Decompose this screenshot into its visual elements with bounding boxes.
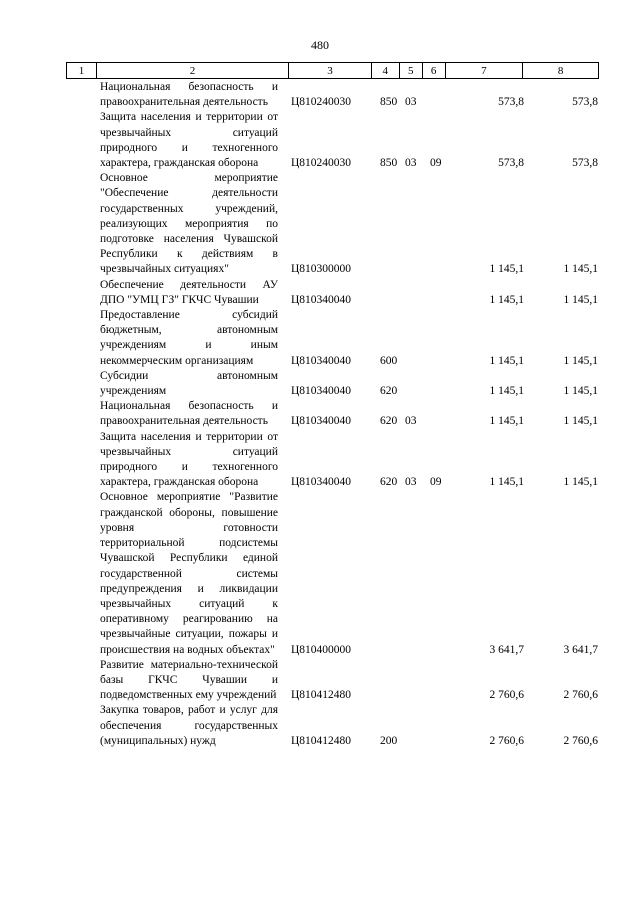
row-amount-col8: 573,8 [572, 96, 598, 109]
page-number: 480 [311, 38, 329, 52]
header-col-5: 5 [400, 63, 423, 78]
header-col-7: 7 [446, 63, 524, 78]
row-amount-col8: 1 145,1 [563, 476, 598, 489]
row-description: Защита населения и территории от чрезвычайных ситуаций природного и техногенного характера, гражданская оборона [100, 111, 278, 170]
row-amount-col7: 2 760,6 [489, 734, 524, 747]
header-col-6: 6 [423, 63, 446, 78]
table-row [0, 110, 640, 171]
row-expense-type: 850 [380, 157, 398, 170]
row-expense-type: 600 [380, 354, 398, 367]
row-subsection: 09 [430, 476, 442, 489]
row-amount-col7: 1 145,1 [489, 293, 524, 306]
row-description: Предоставление субсидий бюджетным, автономным учреждениям и иным некоммерческим организациям [100, 309, 278, 367]
row-amount-col8: 1 145,1 [563, 263, 598, 276]
header-col-4: 4 [372, 63, 400, 78]
row-target-code: Ц810340040 [291, 415, 352, 428]
row-amount-col7: 1 145,1 [489, 263, 524, 276]
row-expense-type: 620 [380, 476, 398, 489]
table-row [0, 658, 640, 704]
row-target-code: Ц810240030 [291, 157, 352, 170]
row-amount-col8: 2 760,6 [563, 689, 598, 702]
row-description: Развитие материально-технической базы ГКЧС Чувашии и подведомственных ему учреждений [100, 658, 278, 702]
row-amount-col7: 1 145,1 [489, 385, 524, 398]
row-target-code: Ц810300000 [291, 263, 352, 276]
row-amount-col7: 573,8 [498, 96, 524, 109]
row-section: 03 [405, 96, 417, 109]
row-amount-col7: 1 145,1 [489, 476, 524, 489]
row-description: Основное мероприятие "Обеспечение деятельности государственных учреждений, реализующих мероприятия по подготовке населения Чувашской Республики к действиям в чрезвычайных ситуациях" [100, 172, 278, 276]
row-amount-col8: 1 145,1 [563, 293, 598, 306]
row-description: Основное мероприятие "Развитие гражданской обороны, повышение уровня готовности территориальной подсистемы Чувашской Республики единой государственной системы предупреждения и ликвидации чрезвычайных ситуаций к оперативному реагированию на чрезвычайные ситуации, пожары и происшествия на водных объектах" [100, 491, 278, 656]
row-expense-type: 200 [380, 734, 398, 747]
table-row [0, 490, 640, 657]
row-amount-col7: 3 641,7 [489, 643, 524, 656]
row-amount-col7: 2 760,6 [489, 689, 524, 702]
table-row [0, 171, 640, 277]
table-row [0, 308, 640, 369]
row-section: 03 [405, 157, 417, 170]
row-amount-col7: 1 145,1 [489, 354, 524, 367]
header-col-3: 3 [289, 63, 372, 78]
row-section: 03 [405, 415, 417, 428]
header-col-8: 8 [557, 65, 564, 77]
table-row [0, 369, 640, 399]
table-row [0, 399, 640, 429]
row-description: Обеспечение деятельности АУ ДПО "УМЦ ГЗ" ГКЧС Чувашии [100, 278, 278, 306]
row-description: Субсидии автономным учреждениям [100, 369, 278, 398]
table-row [0, 80, 640, 110]
table-row [0, 703, 640, 749]
row-target-code: Ц810412480 [291, 689, 352, 702]
row-expense-type: 850 [380, 96, 398, 109]
row-amount-col8: 573,8 [572, 157, 598, 170]
row-description: Национальная безопасность и правоохранительная деятельность [100, 400, 278, 428]
row-description: Национальная безопасность и правоохранительная деятельность [100, 81, 278, 109]
row-expense-type: 620 [380, 385, 398, 398]
row-expense-type: 620 [380, 415, 398, 428]
row-section: 03 [405, 476, 417, 489]
row-target-code: Ц810340040 [291, 476, 352, 489]
row-target-code: Ц810340040 [291, 354, 352, 367]
row-amount-col8: 1 145,1 [563, 385, 598, 398]
row-amount-col8: 3 641,7 [563, 643, 598, 656]
table-header [66, 62, 599, 79]
row-amount-col8: 1 145,1 [563, 354, 598, 367]
table-body [0, 80, 640, 749]
header-col-2: 2 [97, 63, 289, 78]
row-target-code: Ц810340040 [291, 293, 352, 306]
row-target-code: Ц810340040 [291, 385, 352, 398]
table-row [0, 430, 640, 491]
row-target-code: Ц810240030 [291, 96, 352, 109]
row-description: Защита населения и территории от чрезвычайных ситуаций природного и техногенного характера, гражданская оборона [100, 430, 278, 489]
row-amount-col8: 1 145,1 [563, 415, 598, 428]
header-col-1: 1 [67, 63, 97, 78]
row-amount-col7: 1 145,1 [489, 415, 524, 428]
row-target-code: Ц810400000 [291, 643, 352, 656]
row-target-code: Ц810412480 [291, 734, 352, 747]
row-description: Закупка товаров, работ и услуг для обеспечения государственных (муниципальных) нужд [100, 704, 278, 747]
table-row [0, 278, 640, 308]
row-subsection: 09 [430, 157, 442, 170]
row-amount-col7: 573,8 [498, 157, 524, 170]
row-amount-col8: 2 760,6 [563, 734, 598, 747]
